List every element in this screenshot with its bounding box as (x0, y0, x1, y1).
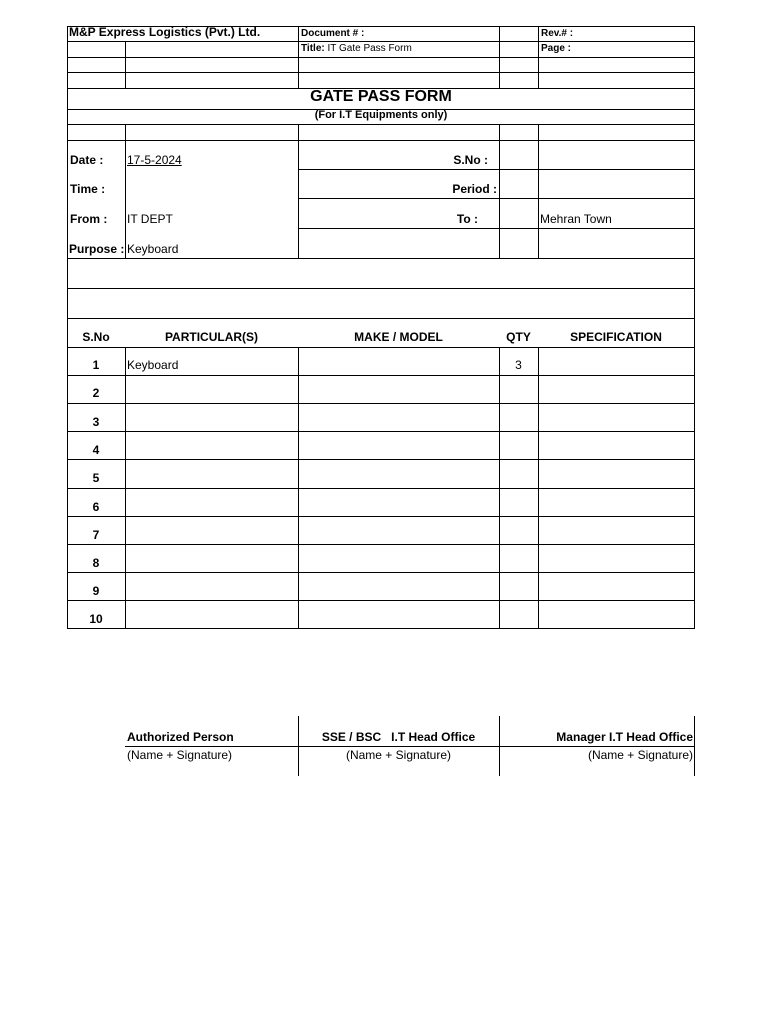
serial-number-label: S.No : (453, 153, 488, 167)
rule (67, 57, 695, 58)
rule (298, 347, 299, 628)
row-number: 6 (92, 500, 100, 514)
rule (67, 41, 695, 42)
manager-signature-hint: (Name + Signature) (587, 748, 693, 762)
rule (298, 124, 299, 258)
rule (67, 572, 695, 573)
rule (67, 544, 695, 545)
title-label: Title: (301, 43, 325, 54)
purpose-label: Purpose : (69, 242, 125, 256)
rule (125, 124, 126, 258)
sse-bsc-label: SSE / BSC I.T Head Office (321, 730, 476, 744)
rule (299, 228, 695, 229)
row-number: 2 (92, 386, 100, 400)
column-header-make-model: MAKE / MODEL (354, 330, 443, 344)
rule (67, 516, 695, 517)
from-value[interactable]: IT DEPT (127, 212, 173, 226)
from-label: From : (70, 212, 108, 226)
rule (538, 347, 539, 628)
date-value[interactable]: 17-5-2024 (127, 153, 182, 167)
form-subtitle: (For I.T Equipments only) (314, 109, 448, 121)
row-number: 10 (89, 612, 103, 626)
manager-it-label: Manager I.T Head Office (556, 730, 693, 744)
rule (499, 124, 500, 258)
document-number-label: Document # : (301, 28, 365, 39)
sse-signature-hint: (Name + Signature) (345, 748, 452, 762)
row-number: 3 (92, 415, 100, 429)
rule (67, 403, 695, 404)
rule (538, 124, 539, 258)
rule (299, 198, 695, 199)
rule (67, 140, 695, 141)
column-header-specification: SPECIFICATION (570, 330, 662, 344)
time-label: Time : (70, 182, 106, 196)
rule (499, 26, 500, 88)
date-label: Date : (70, 153, 104, 167)
revision-label: Rev.# : (541, 28, 574, 39)
rule (538, 26, 539, 88)
title-value: IT Gate Pass Form (327, 43, 412, 54)
row-number: 1 (92, 358, 100, 372)
authorized-signature-hint: (Name + Signature) (127, 748, 233, 762)
company-name: M&P Express Logistics (Pvt.) Ltd. (69, 25, 261, 39)
row-number: 5 (92, 471, 100, 485)
rule (67, 72, 695, 73)
rule (125, 41, 126, 88)
rule (67, 124, 695, 125)
rule (499, 347, 500, 628)
row-qty[interactable]: 3 (515, 358, 522, 372)
column-header-particulars: PARTICULAR(S) (164, 330, 259, 344)
rule (298, 26, 299, 88)
to-label: To : (456, 212, 478, 226)
row-number: 7 (92, 528, 100, 542)
rule (67, 318, 695, 319)
row-particular[interactable]: Keyboard (127, 358, 179, 372)
rule (67, 347, 695, 348)
rule (67, 459, 695, 460)
authorized-person-label: Authorized Person (127, 730, 234, 744)
form-title-field (301, 43, 412, 54)
row-number: 8 (92, 556, 100, 570)
to-value[interactable]: Mehran Town (540, 212, 612, 226)
rule (125, 746, 695, 747)
rule (67, 488, 695, 489)
column-header-qty: QTY (506, 330, 531, 344)
row-number: 9 (92, 584, 100, 598)
rule (67, 431, 695, 432)
page-label: Page : (541, 43, 572, 54)
purpose-value[interactable]: Keyboard (127, 242, 179, 256)
rule (67, 375, 695, 376)
rule (67, 600, 695, 601)
rule (67, 628, 695, 629)
rule (67, 288, 695, 289)
row-number: 4 (92, 443, 100, 457)
rule (125, 347, 126, 628)
period-label: Period : (452, 182, 497, 196)
column-header-sno: S.No (82, 330, 110, 344)
rule (299, 169, 695, 170)
form-title: GATE PASS FORM (310, 88, 452, 105)
rule (67, 258, 695, 259)
